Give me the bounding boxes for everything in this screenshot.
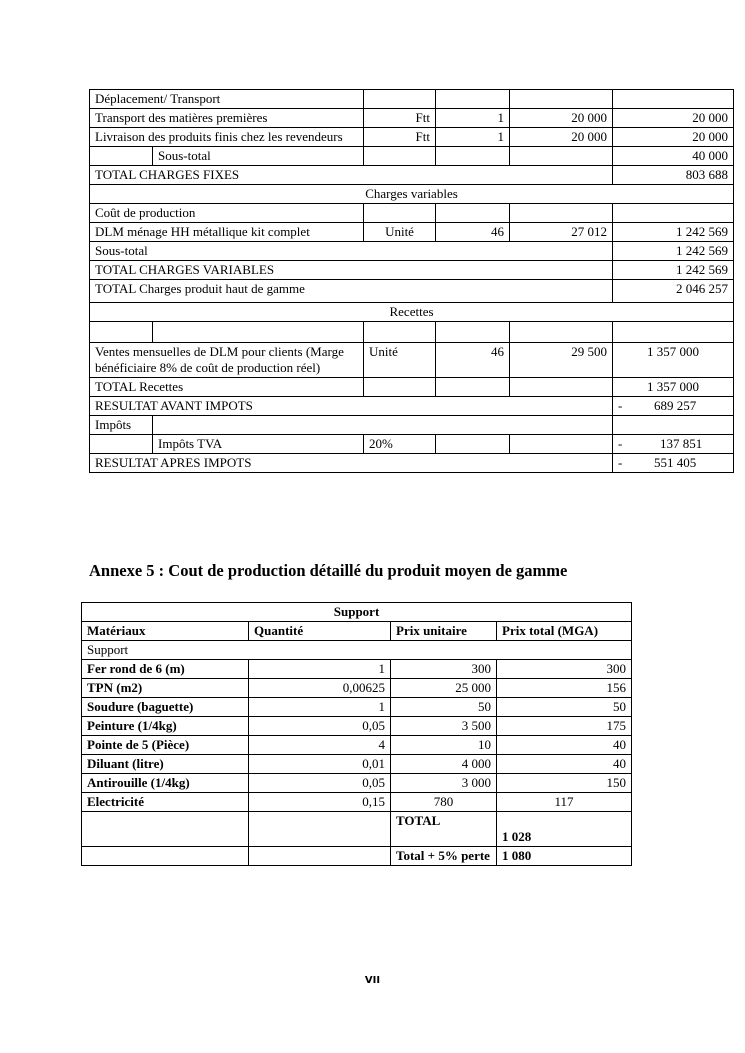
table-row [90, 109, 734, 128]
charges-variables-header: Charges variables [90, 185, 734, 204]
pu-cell: 25 000 [391, 679, 497, 698]
support-row: Support [82, 641, 632, 660]
qty-cell: 1 [249, 660, 391, 679]
table-row [90, 303, 734, 322]
table-row [90, 128, 734, 147]
total-cell [613, 397, 734, 416]
qty-cell: 46 [436, 343, 510, 378]
col-header: Prix total (MGA) [497, 622, 632, 641]
rate-cell: 20% [364, 435, 436, 454]
material-name: Diluant (litre) [82, 755, 249, 774]
pt-cell: 50 [497, 698, 632, 717]
header-row [82, 622, 632, 641]
pt-cell: 40 [497, 736, 632, 755]
recettes-header: Recettes [90, 303, 734, 322]
total-cell: 1 242 569 [613, 223, 734, 242]
table-row [90, 242, 734, 261]
charges-table [89, 89, 734, 473]
livraison-label: Livraison des produits finis chez les revendeurs [90, 128, 364, 147]
total-cell: 40 000 [613, 147, 734, 166]
pu-cell: 27 012 [510, 223, 613, 242]
value: 689 257 [654, 398, 697, 413]
pu-cell: 20 000 [510, 109, 613, 128]
cout-production-label: Coût de production [90, 204, 364, 223]
pu-cell: 50 [391, 698, 497, 717]
qty-cell: 0,01 [249, 755, 391, 774]
total-cell [613, 454, 734, 473]
table-row [90, 280, 734, 303]
table-row [82, 698, 632, 717]
col-header: Matériaux [82, 622, 249, 641]
resultat-apres-label: RESULTAT APRES IMPOTS [90, 454, 613, 473]
table-row [82, 736, 632, 755]
table-row [82, 774, 632, 793]
table-row [90, 90, 734, 109]
total-value: 1 028 [497, 812, 632, 847]
pt-cell: 300 [497, 660, 632, 679]
unit-cell: Ftt [364, 128, 436, 147]
qty-cell: 1 [249, 698, 391, 717]
value: 137 851 [660, 436, 703, 451]
qty-cell: 0,05 [249, 774, 391, 793]
qty-cell: 0,15 [249, 793, 391, 812]
material-name: Soudure (baguette) [82, 698, 249, 717]
sign: - [618, 436, 623, 451]
support-header: Support [82, 603, 632, 622]
total-cell: 20 000 [613, 128, 734, 147]
page-number: VII [364, 975, 381, 986]
table-row [90, 261, 734, 280]
table-row [82, 755, 632, 774]
production-cost-table [81, 602, 632, 866]
pt-cell: 117 [497, 793, 632, 812]
table-row [82, 641, 632, 660]
pu-cell: 300 [391, 660, 497, 679]
table-row [82, 812, 632, 847]
total-perte-value: 1 080 [497, 847, 632, 866]
ventes-label: Ventes mensuelles de DLM pour clients (Marge bénéficiaire 8% de coût de production réel) [90, 343, 364, 378]
dlm-label: DLM ménage HH métallique kit complet [90, 223, 364, 242]
qty-cell: 1 [436, 109, 510, 128]
total-cell [613, 435, 734, 454]
total-fixes-label: TOTAL CHARGES FIXES [90, 166, 613, 185]
pu-cell: 29 500 [510, 343, 613, 378]
total-recettes-label: TOTAL Recettes [90, 378, 364, 397]
table-row [90, 223, 734, 242]
table-row [90, 416, 734, 435]
table-row [90, 166, 734, 185]
pu-cell: 4 000 [391, 755, 497, 774]
total-cell: 1 242 569 [613, 242, 734, 261]
qty-cell: 46 [436, 223, 510, 242]
deplacement-label: Déplacement/ Transport [90, 90, 364, 109]
sign: - [618, 398, 623, 413]
pt-cell: 40 [497, 755, 632, 774]
pu-cell: 3 000 [391, 774, 497, 793]
unit-cell: Unité [364, 343, 436, 378]
table-row [90, 185, 734, 204]
sign: - [618, 455, 623, 470]
pu-cell: 3 500 [391, 717, 497, 736]
sous-total-label: Sous-total [90, 242, 613, 261]
total-variables-label: TOTAL CHARGES VARIABLES [90, 261, 613, 280]
total-cell: 1 357 000 [613, 378, 734, 397]
material-name: Peinture (1/4kg) [82, 717, 249, 736]
pu-cell: 10 [391, 736, 497, 755]
resultat-avant-label: RESULTAT AVANT IMPOTS [90, 397, 613, 416]
material-name: Pointe de 5 (Pièce) [82, 736, 249, 755]
col-header: Prix unitaire [391, 622, 497, 641]
col-header: Quantité [249, 622, 391, 641]
table-row [90, 322, 734, 343]
total-cell: 1 357 000 [613, 343, 734, 378]
table-row [90, 397, 734, 416]
qty-cell: 4 [249, 736, 391, 755]
table-row [90, 147, 734, 166]
material-name: Antirouille (1/4kg) [82, 774, 249, 793]
table-row [82, 603, 632, 622]
table-row [90, 435, 734, 454]
qty-cell: 0,00625 [249, 679, 391, 698]
table-row [82, 847, 632, 866]
pt-cell: 175 [497, 717, 632, 736]
material-name: TPN (m2) [82, 679, 249, 698]
pu-cell: 780 [391, 793, 497, 812]
total-label: TOTAL [391, 812, 497, 847]
total-haut-gamme-label: TOTAL Charges produit haut de gamme [90, 280, 613, 303]
tva-label: Impôts TVA [153, 435, 364, 454]
qty-cell: 0,05 [249, 717, 391, 736]
table-row [82, 717, 632, 736]
table-row [90, 454, 734, 473]
total-cell: 803 688 [613, 166, 734, 185]
table-row [82, 793, 632, 812]
qty-cell: 1 [436, 128, 510, 147]
impots-label: Impôts [90, 416, 153, 435]
unit-cell: Ftt [364, 109, 436, 128]
material-name: Fer rond de 6 (m) [82, 660, 249, 679]
pu-cell: 20 000 [510, 128, 613, 147]
value: 551 405 [654, 455, 697, 470]
pt-cell: 150 [497, 774, 632, 793]
table-row [90, 378, 734, 397]
sous-total-label: Sous-total [153, 147, 364, 166]
annex-title: Annexe 5 : Cout de production détaillé du produit moyen de gamme [89, 561, 568, 580]
pt-cell: 156 [497, 679, 632, 698]
table-row [90, 204, 734, 223]
total-cell: 1 242 569 [613, 261, 734, 280]
total-cell: 2 046 257 [613, 280, 734, 303]
transport-mp-label: Transport des matières premières [90, 109, 364, 128]
table-row [82, 679, 632, 698]
total-cell: 20 000 [613, 109, 734, 128]
material-name: Electricité [82, 793, 249, 812]
table-row [90, 343, 734, 378]
total-perte-label: Total + 5% perte [391, 847, 497, 866]
table-row [82, 660, 632, 679]
unit-cell: Unité [364, 223, 436, 242]
